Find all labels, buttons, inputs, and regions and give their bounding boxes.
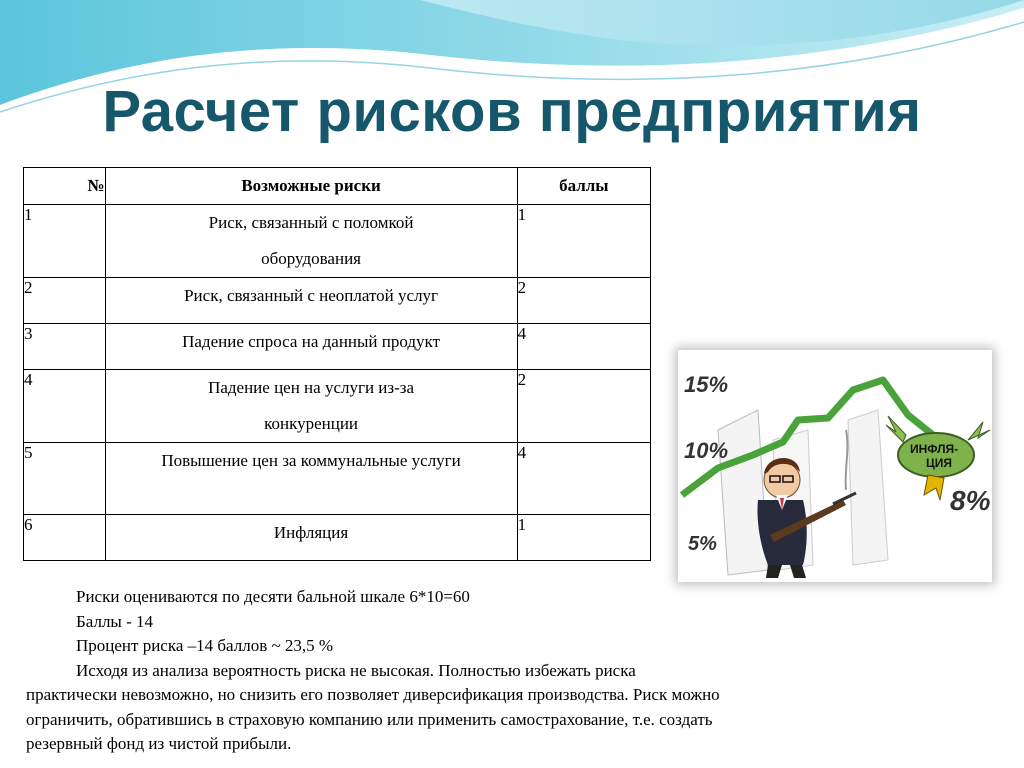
note-points: Баллы - 14 <box>76 611 154 631</box>
risks-table <box>23 167 651 561</box>
row-num: 4 <box>24 370 106 443</box>
row-risk <box>105 205 517 278</box>
row-points: 1 <box>517 515 650 561</box>
note-percent: Процент риска –14 баллов ~ 23,5 % <box>76 636 334 655</box>
row-points: 1 <box>517 205 650 278</box>
page-title: Расчет рисков предприятия <box>102 79 922 144</box>
table-row <box>24 278 651 324</box>
label-15: 15% <box>684 372 729 397</box>
table-row <box>24 205 651 278</box>
inflation-cartoon-image <box>678 350 992 582</box>
label-8: 8% <box>950 485 991 516</box>
row-risk <box>105 324 517 370</box>
row-risk-text: Падение спроса на данный продукт <box>182 332 441 351</box>
row-risk-text: Риск, связанный с неоплатой услуг <box>184 286 439 305</box>
row-risk <box>105 370 517 443</box>
row-num: 5 <box>24 443 106 515</box>
row-points: 2 <box>517 278 650 324</box>
row-risk-text: Падение цен на услуги из-за конкуренции <box>208 378 415 433</box>
row-risk-text: Повышение цен за коммунальные услуги <box>161 451 461 470</box>
table-row <box>24 443 651 515</box>
label-5: 5% <box>688 533 717 555</box>
row-risk <box>105 278 517 324</box>
notes-block <box>26 585 726 757</box>
header-points: баллы <box>517 168 650 205</box>
note-scale: Риски оцениваются по десяти бальной шкале 6*10=60 <box>76 587 470 606</box>
row-num: 6 <box>24 515 106 561</box>
label-10: 10% <box>684 438 729 463</box>
bird-label-2: ЦИЯ <box>926 456 953 470</box>
header-risk: Возможные риски <box>105 168 517 205</box>
table-row <box>24 515 651 561</box>
table-header-row <box>24 168 651 205</box>
row-risk <box>105 443 517 515</box>
bird-label-1: ИНФЛЯ- <box>910 442 959 456</box>
row-points: 4 <box>517 324 650 370</box>
note-conclusion: Исходя из анализа вероятность риска не высокая. Полностью избежать риска практически невозможно, но снизить его позволяет диверсификация производства. Риск можно ограничить, обратившись в страховую компанию или применить самострахование, т.е. создать резервный фонд из чистой прибыли. <box>26 660 720 753</box>
cartoon-drawing <box>678 350 992 582</box>
row-risk-text: Инфляция <box>273 523 349 542</box>
row-num: 2 <box>24 278 106 324</box>
row-points: 4 <box>517 443 650 515</box>
row-num: 1 <box>24 205 106 278</box>
table-row <box>24 324 651 370</box>
row-risk-text: Риск, связанный с поломкой оборудования <box>208 213 414 268</box>
header-num: № <box>24 168 106 205</box>
row-points: 2 <box>517 370 650 443</box>
row-risk <box>105 515 517 561</box>
row-num: 3 <box>24 324 106 370</box>
table-row <box>24 370 651 443</box>
